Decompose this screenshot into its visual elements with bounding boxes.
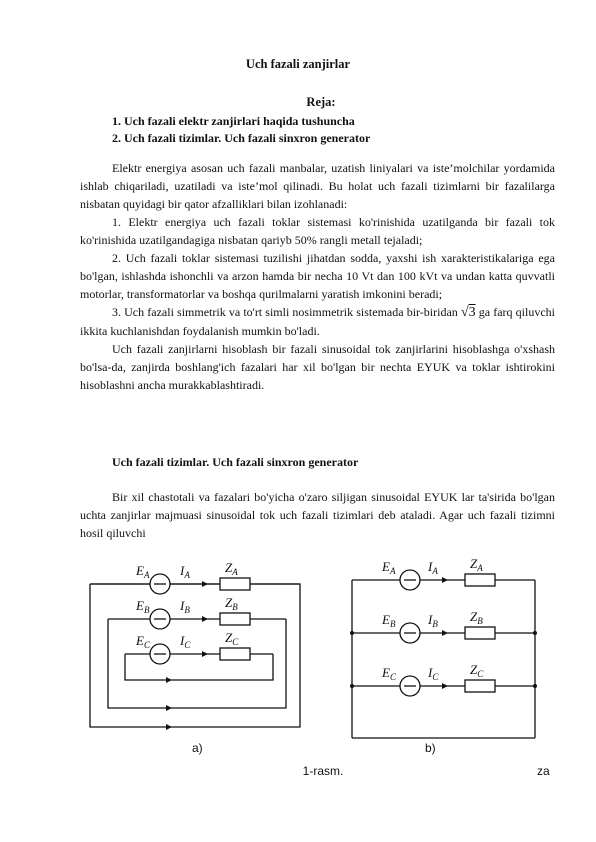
impedance-label-c: $Z_C$ <box>225 630 239 647</box>
figure-caption: 1-rasm. <box>302 764 344 778</box>
emf-label-c: $E_C$ <box>136 633 150 650</box>
paragraph: Bir xil chastotali va fazalari bo'yicha o'zaro siljigan sinusoidal EYUK lar ta'sirida bo'lgan uchta zanjirlar majmuasi sinusoidal tok uch fazali tizimlari deb ataladi. Agar uch fazali tizimni hosil qiluvchi <box>80 490 555 540</box>
footer-fragment: za <box>537 764 550 778</box>
plan-list <box>112 113 370 147</box>
figure-label-b: b) <box>425 741 436 755</box>
sqrt-number: 3 <box>468 305 476 320</box>
impedance-label-a: $Z_A$ <box>470 556 483 573</box>
impedance-label-a: $Z_A$ <box>225 560 238 577</box>
document-title: Uch fazali zanjirlar <box>245 57 351 71</box>
figure-label-a: a) <box>192 741 203 755</box>
emf-label-a: $E_A$ <box>136 563 150 580</box>
impedance-label-b: $Z_B$ <box>225 595 238 612</box>
paragraph-part: ga farq qiluvchi ikkita kuchlanishdan foydalanish mumkin bo'ladi. <box>80 305 556 338</box>
circuit-b <box>350 570 537 738</box>
current-label-c: $I_C$ <box>180 633 191 650</box>
emf-label-a: $E_A$ <box>382 559 396 576</box>
emf-label-b: $E_B$ <box>136 598 150 615</box>
circuit-figure <box>80 550 555 790</box>
current-label-c: $I_C$ <box>428 665 439 682</box>
paragraph: Elektr energiya asosan uch fazali manbalar, uzatish liniyalari va iste’molchilar yordamida ishlab chiqariladi, uzatiladi va iste’mol qilinadi. Bu holat uch fazali tizimlarni bir fazalilarga nisbatan quyidagi bir qator afzalliklari bilan izohlanadi: <box>80 161 555 211</box>
current-label-a: $I_A$ <box>180 563 190 580</box>
current-label-a: $I_A$ <box>428 559 438 576</box>
current-label-b: $I_B$ <box>180 598 190 615</box>
section-heading: Uch fazali tizimlar. Uch fazali sinxron generator <box>112 455 359 469</box>
impedance-label-c: $Z_C$ <box>470 662 484 679</box>
current-label-b: $I_B$ <box>428 612 438 629</box>
emf-label-b: $E_B$ <box>382 612 396 629</box>
paragraph-sqrt3 <box>80 303 555 340</box>
emf-label-c: $E_C$ <box>382 665 396 682</box>
body-text-2 <box>80 488 555 542</box>
plan-heading: Reja: <box>306 95 336 109</box>
paragraph-part: 3. Uch fazali simmetrik va to'rt simli nosimmetrik sistemada bir-biridan <box>112 305 461 319</box>
paragraph: 1. Elektr energiya uch fazali toklar sistemasi ko'rinishida uzatilganda bir fazali tok ko'rinishida uzatilgandagiga nisbatan qariyb 50% rangli metall tejaladi; <box>80 215 555 247</box>
circuit-a <box>90 574 300 730</box>
impedance-label-b: $Z_B$ <box>470 609 483 626</box>
plan-item: 1. Uch fazali elektr zanjirlari haqida tushuncha <box>112 114 355 128</box>
sqrt-symbol: √3 <box>460 305 476 320</box>
body-text <box>80 159 555 394</box>
paragraph: Uch fazali zanjirlarni hisoblash bir fazali sinusoidal tok zanjirlarini hisoblashga o'xshash bo'lsa-da, zanjirda boshlang'ich fazalari har xil bo'lgan bir nechta EYUK va toklar ishtirokini hisoblashni ancha murakkablashtiradi. <box>80 342 555 392</box>
paragraph: 2. Uch fazali toklar sistemasi tuzilishi jihatdan sodda, yaxshi ish xarakteristikalariga ega bo'lgan, ishlashda ishonchli va arzon hamda bir necha 10 Vt dan 100 kVt va undan katta quvvatli motorlar, transformatorlar va boshqa qurilmalarni yaratish imkonini beradi; <box>80 251 555 301</box>
plan-item: 2. Uch fazali tizimlar. Uch fazali sinxron generator <box>112 131 371 145</box>
